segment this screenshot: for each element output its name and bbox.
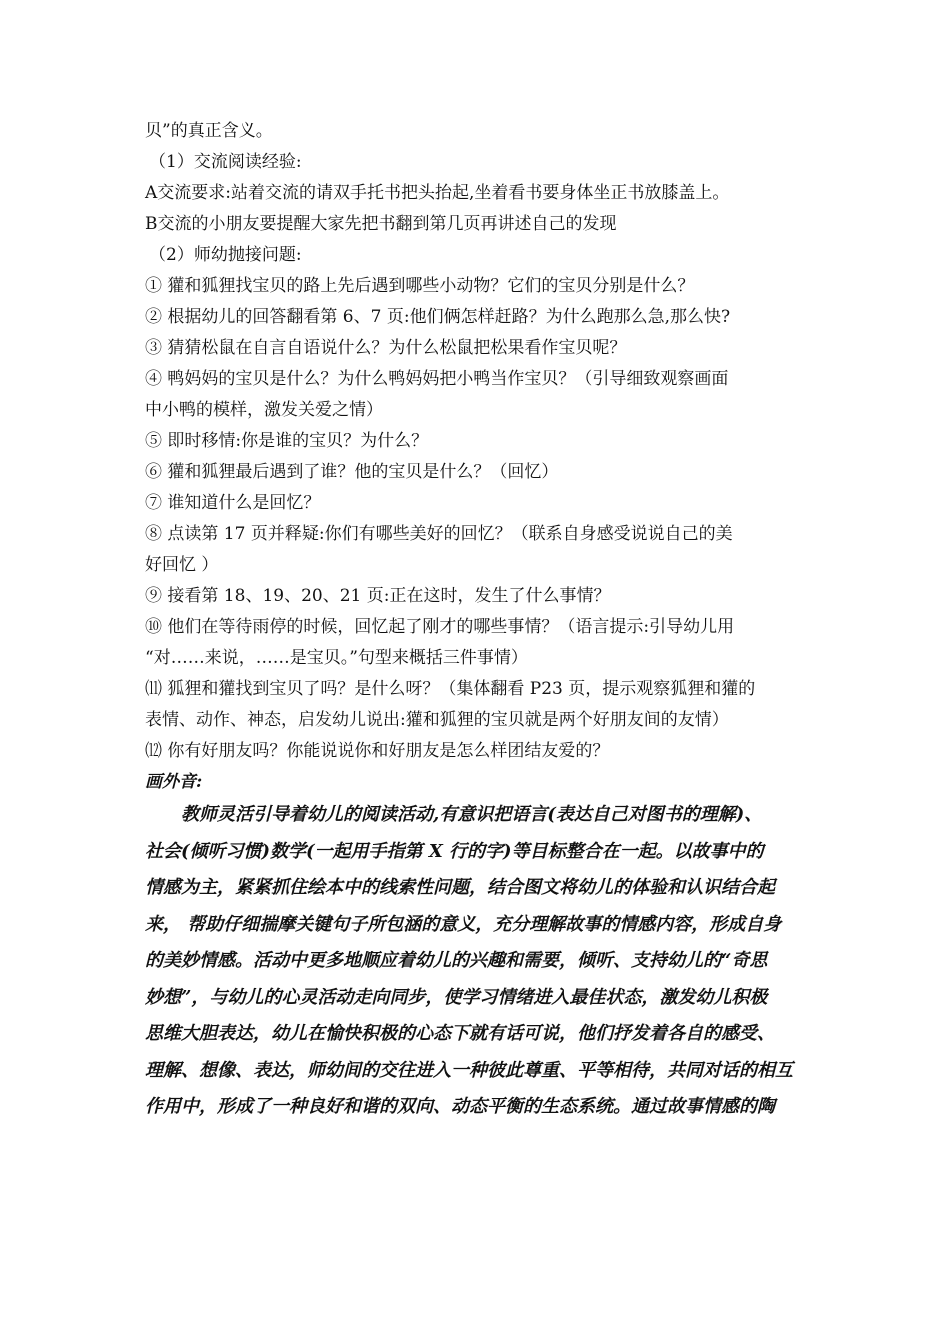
question-item: ⑿ 你有好朋友吗？你能说说你和好朋友是怎么样团结友爱的？ [145, 741, 610, 761]
text-line: 中小鸭的模样，激发关爱之情） [145, 400, 383, 420]
commentary-line: 情感为主，紧紧抓住绘本中的线索性问题，结合图文将幼儿的体验和认识结合起 [145, 877, 775, 898]
commentary-line: 教师灵活引导着幼儿的阅读活动,有意识把语言(表达自己对图书的理解)、 [181, 804, 763, 825]
commentary-paragraph [145, 797, 810, 1126]
commentary-line: 的美妙情感。活动中更多地顺应着幼儿的兴趣和需要，倾听、支持幼儿的“奇思 [145, 950, 768, 971]
text-line: A交流要求:站着交流的请双手托书把头抬起,坐着看书要身体坐正书放膝盖上。 [145, 183, 730, 203]
question-item: ⑤ 即时移情:你是谁的宝贝？为什么？ [145, 431, 429, 451]
document-page [145, 116, 810, 1126]
commentary-line: 来， 帮助仔细揣摩关键句子所包涵的意义，充分理解故事的情感内容，形成自身 [145, 913, 782, 935]
commentary-line: 理解、想像、表达，师幼间的交往进入一种彼此尊重、平等相待，共同对话的相互 [145, 1059, 793, 1081]
commentary-line: 思维大胆表达，幼儿在愉快积极的心态下就有话可说，他们抒发着各自的感受、 [145, 1023, 775, 1044]
text-line: 好回忆 ） [145, 555, 219, 575]
question-item: ⑨ 接看第 18、19、20、21 页:正在这时，发生了什么事情？ [145, 586, 611, 606]
question-item: ② 根据幼儿的回答翻看第 6、7 页:他们俩怎样赶路？为什么跑那么急,那么快? [145, 307, 731, 327]
text-line: （2）师幼抛接问题: [149, 245, 302, 265]
question-item: ⑦ 谁知道什么是回忆？ [145, 493, 321, 513]
question-item: ⑩ 他们在等待雨停的时候，回忆起了刚才的哪些事情？（语言提示:引导幼儿用 [145, 617, 735, 637]
text-line: 贝”的真正含义。 [145, 121, 273, 141]
commentary-line: 妙想”，与幼儿的心灵活动走向同步，使学习情绪进入最佳状态，激发幼儿积极 [145, 986, 768, 1008]
commentary-line: 作用中，形成了一种良好和谐的双向、动态平衡的生态系统。通过故事情感的陶 [145, 1096, 775, 1117]
question-item: ⑧ 点读第 17 页并释疑:你们有哪些美好的回忆？（联系自身感受说说自己的美 [145, 524, 733, 544]
question-item: ⑥ 獾和狐狸最后遇到了谁？他的宝贝是什么？（回忆） [145, 462, 559, 482]
question-item: ③ 猜猜松鼠在自言自语说什么？为什么松鼠把松果看作宝贝呢？ [145, 338, 627, 358]
text-line: 表情、动作、神态，启发幼儿说出:獾和狐狸的宝贝就是两个好朋友间的友情） [145, 710, 729, 730]
text-line: （1）交流阅读经验: [149, 152, 302, 172]
commentary-title: 画外音: [145, 772, 203, 792]
question-item: ④ 鸭妈妈的宝贝是什么？为什么鸭妈妈把小鸭当作宝贝？（引导细致观察画面 [145, 369, 729, 389]
text-line: B交流的小朋友要提醒大家先把书翻到第几页再讲述自己的发现 [145, 214, 617, 234]
question-item: ⑾ 狐狸和獾找到宝贝了吗？是什么呀？（集体翻看 P23 页，提示观察狐狸和獾的 [145, 679, 756, 699]
commentary-line: 社会(倾听习惯)数学(一起用手指第 X 行的字)等目标整合在一起。以故事中的 [145, 840, 764, 862]
question-item: ① 獾和狐狸找宝贝的路上先后遇到哪些小动物？它们的宝贝分别是什么？ [145, 276, 695, 296]
text-line: “对……来说，……是宝贝。”句型来概括三件事情） [145, 648, 528, 668]
